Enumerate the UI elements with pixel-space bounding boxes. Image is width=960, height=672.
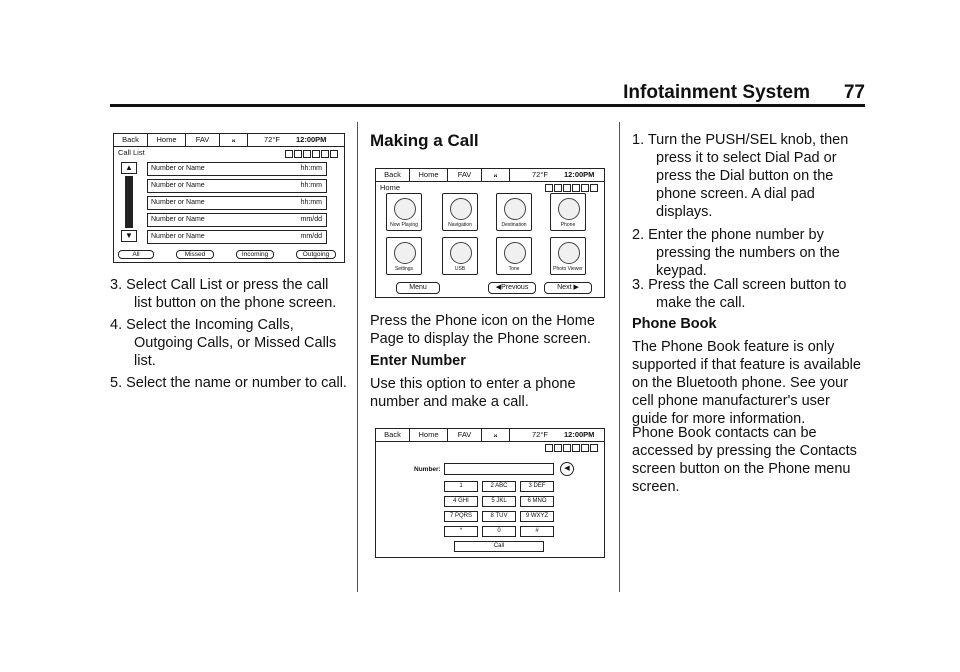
key-hash: # xyxy=(520,526,554,537)
phone-tile: Phone xyxy=(550,193,586,231)
tab-outgoing: Outgoing xyxy=(296,250,336,259)
usb-tile: USB xyxy=(442,237,478,275)
tab-missed: Missed xyxy=(176,250,214,259)
backspace-icon: ◀ xyxy=(560,462,574,476)
fav-button: FAV xyxy=(448,429,482,441)
list-item: Number or Name hh:mm xyxy=(147,162,327,176)
clock: 12:00PM xyxy=(564,430,595,439)
scroll-up-icon: ▲ xyxy=(121,162,137,174)
key-2: 2 ABC xyxy=(482,481,516,492)
destination-tile: Destination xyxy=(496,193,532,231)
home-button: Home xyxy=(410,169,448,181)
globe-icon xyxy=(450,198,472,220)
clock: 12:00PM xyxy=(564,170,595,179)
now-playing-tile: Now Playing xyxy=(386,193,422,231)
list-item: Number or Name hh:mm xyxy=(147,196,327,210)
clock: 12:00PM xyxy=(296,135,327,144)
paragraph: The Phone Book feature is only supported if that feature is available on the Bluetooth phone. See your cell phone manufacturer's user guide for more information. xyxy=(632,339,861,427)
temperature: 72°F xyxy=(532,430,548,439)
step-3: 3. Select Call List or press the call list button on the phone screen. xyxy=(110,277,337,311)
status-icons xyxy=(285,150,338,159)
scrollbar xyxy=(125,176,133,228)
back-button: Back xyxy=(114,134,148,146)
dial-pad-screen xyxy=(375,428,605,558)
temperature: 72°F xyxy=(532,170,548,179)
number-field xyxy=(444,463,554,475)
section-title: Infotainment System xyxy=(623,82,810,103)
navigation-tile: Navigation xyxy=(442,193,478,231)
key-1: 1 xyxy=(444,481,478,492)
home-screen xyxy=(375,168,605,298)
section-heading: Making a Call xyxy=(370,131,479,150)
next-button: Next ▶ xyxy=(544,282,592,294)
menu-button: Menu xyxy=(396,282,440,294)
paragraph: Phone Book contacts can be accessed by pressing the Contacts screen button on the Phone menu screen. xyxy=(632,425,857,495)
voice-icon: 𝄪 xyxy=(220,134,248,146)
temperature: 72°F xyxy=(264,135,280,144)
camera-icon xyxy=(558,242,580,264)
key-5: 5 JKL xyxy=(482,496,516,507)
list-item: Number or Name mm/dd xyxy=(147,213,327,227)
key-9: 9 WXYZ xyxy=(520,511,554,522)
paragraph: Use this option to enter a phone number and make a call. xyxy=(370,376,576,410)
disc-icon xyxy=(394,198,416,220)
screen-topbar xyxy=(114,134,344,147)
home-button: Home xyxy=(410,429,448,441)
tab-all: All xyxy=(118,250,154,259)
key-star: * xyxy=(444,526,478,537)
key-7: 7 PQRS xyxy=(444,511,478,522)
status-icons xyxy=(545,184,598,193)
paragraph: Press the Phone icon on the Home Page to display the Phone screen. xyxy=(370,313,595,347)
page-header xyxy=(110,82,865,104)
previous-button: ◀Previous xyxy=(488,282,536,294)
key-0: 0 xyxy=(482,526,516,537)
call-list-screen xyxy=(113,133,345,263)
globe-pin-icon xyxy=(504,198,526,220)
key-3: 3 DEF xyxy=(520,481,554,492)
key-4: 4 GHI xyxy=(444,496,478,507)
key-6: 6 MNO xyxy=(520,496,554,507)
header-rule xyxy=(110,104,865,107)
list-item: Number or Name mm/dd xyxy=(147,230,327,244)
speaker-icon xyxy=(504,242,526,264)
screen-label: Call List xyxy=(118,148,145,157)
fav-button: FAV xyxy=(186,134,220,146)
home-button: Home xyxy=(148,134,186,146)
key-8: 8 TUV xyxy=(482,511,516,522)
step-5: 5. Select the name or number to call. xyxy=(110,375,347,391)
fav-button: FAV xyxy=(448,169,482,181)
call-button: Call xyxy=(454,541,544,552)
page-number: 77 xyxy=(843,82,865,103)
step-4: 4. Select the Incoming Calls, Outgoing Calls, or Missed Calls list. xyxy=(110,317,337,369)
number-label: Number: xyxy=(414,466,441,473)
usb-icon xyxy=(450,242,472,264)
screen-topbar xyxy=(376,169,604,182)
screen-label: Home xyxy=(380,183,401,192)
subheading: Enter Number xyxy=(370,353,466,369)
phone-icon xyxy=(558,198,580,220)
voice-icon: 𝄪 xyxy=(482,169,510,181)
scroll-down-icon: ▼ xyxy=(121,230,137,242)
tone-tile: Tone xyxy=(496,237,532,275)
voice-icon: 𝄪 xyxy=(482,429,510,441)
list-item: Number or Name hh:mm xyxy=(147,179,327,193)
photo-viewer-tile: Photo Viewer xyxy=(550,237,586,275)
subheading: Phone Book xyxy=(632,316,717,332)
column-divider xyxy=(357,122,358,592)
screen-topbar xyxy=(376,429,604,442)
tab-incoming: Incoming xyxy=(236,250,274,259)
back-button: Back xyxy=(376,429,410,441)
gears-icon xyxy=(394,242,416,264)
column-divider xyxy=(619,122,620,592)
status-icons xyxy=(545,444,598,453)
step-3: 3. Press the Call screen button to make the call. xyxy=(632,277,847,311)
back-button: Back xyxy=(376,169,410,181)
step-1: 1. Turn the PUSH/SEL knob, then press it to select Dial Pad or press the Dial button on the phone screen. A dial pad displays. xyxy=(632,132,849,220)
step-2: 2. Enter the phone number by pressing the numbers on the keypad. xyxy=(632,227,840,279)
settings-tile: Settings xyxy=(386,237,422,275)
